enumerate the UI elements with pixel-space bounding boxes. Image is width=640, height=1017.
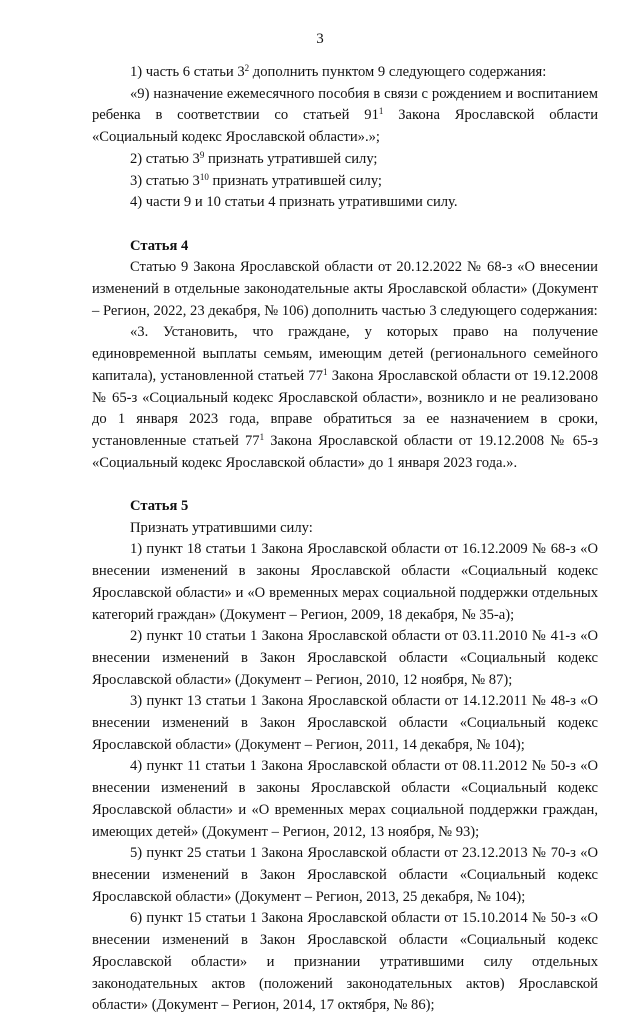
text-run: 3) пункт 13 статьи 1 Закона Ярославской области от 14.12.2011 № 48-з «О внесении изменений в Закон Ярославской области «Социальный кодекс Ярославской области» (Документ – Регион, 2011, 14 декабря, № 104); [92, 693, 598, 753]
text-run: дополнить пунктом 9 следующего содержания: [249, 64, 547, 80]
article-heading: Статья 5 [130, 498, 189, 515]
paragraph [92, 626, 598, 691]
paragraph [92, 908, 598, 1017]
article-heading: Статья 4 [130, 237, 189, 254]
paragraph [92, 539, 598, 626]
paragraph [92, 84, 598, 149]
text-run: «3. Установить, что граждане, у которых право на получение единовременной выплаты семьям, имеющим детей (регионального семейного капитала), установленной статьей 77 [92, 324, 598, 384]
page-number: 3 [316, 31, 324, 47]
paragraph [92, 149, 598, 171]
paragraph [92, 62, 598, 84]
superscript: 9 [199, 149, 205, 160]
text-run: «9) назначение ежемесячного пособия в связи с рождением и воспитанием ребенка в соответствии со статьей 91 [92, 85, 598, 124]
superscript: 2 [244, 63, 250, 73]
text-run: 3) статью 3 [130, 172, 200, 189]
document-body [92, 62, 598, 1017]
text-run: признать утратившей силу; [208, 172, 382, 189]
paragraph [92, 756, 598, 843]
paragraph [92, 257, 598, 322]
superscript: 1 [259, 431, 265, 442]
superscript: 1 [378, 106, 384, 117]
text-run: Закона Ярославской области «Социальный кодекс Ярославской области».»; [92, 107, 598, 146]
text-run: Закона Ярославской области от 19.12.2008 № 65-з «Социальный кодекс Ярославской области», возникло и не реализовано до 1 января 2023 года, вправе обратиться за ее назначением в сроки, установленные статьей 77 [92, 367, 598, 449]
paragraph [92, 691, 598, 756]
text-run: Закона Ярославской области от 19.12.2008 № 65-з «Социальный кодекс Ярославской области» до 1 января 2023 года.». [92, 432, 598, 471]
text-run: 4) пункт 11 статьи 1 Закона Ярославской области от 08.11.2012 № 50-з «О внесении изменений в законы Ярославской области «Социальный кодекс Ярославской области» и «О временных мерах социальной поддержки граждан, имеющих детей» (Документ – Регион, 2012, 13 ноября, № 93); [92, 758, 598, 840]
text-run: Статью 9 Закона Ярославской области от 20.12.2022 № 68-з «О внесении изменений в отдельные законодательные акты Ярославской области» (Документ – Регион, 2022, 23 декабря, № 106) дополнить частью 3 следующего содержания: [92, 259, 598, 319]
paragraph [92, 171, 598, 193]
paragraph [92, 322, 598, 474]
superscript: 1 [323, 366, 328, 377]
superscript: 10 [199, 171, 209, 182]
paragraph [92, 843, 598, 908]
text-run: 1) пункт 18 статьи 1 Закона Ярославской области от 16.12.2009 № 68-з «О внесении изменений в законы Ярославской области «Социальный кодекс Ярославской области» и «О временных мерах социальной поддержки отдельных категорий граждан» (Документ – Регион, 2009, 18 декабря, № 35-а); [92, 541, 598, 623]
text-run: 2) пункт 10 статьи 1 Закона Ярославской области от 03.11.2010 № 41-з «О внесении изменений в Закон Ярославской области «Социальный кодекс Ярославской области» (Документ – Регион, 2010, 12 ноября, № 87); [92, 628, 598, 688]
text-run: признать утратившей силу; [204, 150, 378, 167]
paragraph [92, 192, 598, 214]
paragraph [92, 518, 598, 540]
text-run: 5) пункт 25 статьи 1 Закона Ярославской области от 23.12.2013 № 70-з «О внесении изменений в Закон Ярославской области «Социальный кодекс Ярославской области» (Документ – Регион, 2013, 25 декабря, № 104); [92, 845, 598, 905]
paragraph-gap [92, 214, 598, 236]
text-run: Признать утратившими силу: [130, 519, 313, 536]
text-run: 4) части 9 и 10 статьи 4 признать утратившими силу. [130, 194, 458, 211]
paragraph-gap [92, 474, 598, 496]
text-run: 1) часть 6 статьи 3 [130, 64, 245, 80]
text-run: 6) пункт 15 статьи 1 Закона Ярославской области от 15.10.2014 № 50-з «О внесении изменений в Закон Ярославской области «Социальный кодекс Ярославской области» и признании утратившими силу отдельных законодательных актов (положений законодательных актов) Ярославской области» (Документ – Регион, 2014, 17 октября, № 86); [92, 910, 598, 1014]
text-run: 2) статью 3 [130, 150, 200, 167]
